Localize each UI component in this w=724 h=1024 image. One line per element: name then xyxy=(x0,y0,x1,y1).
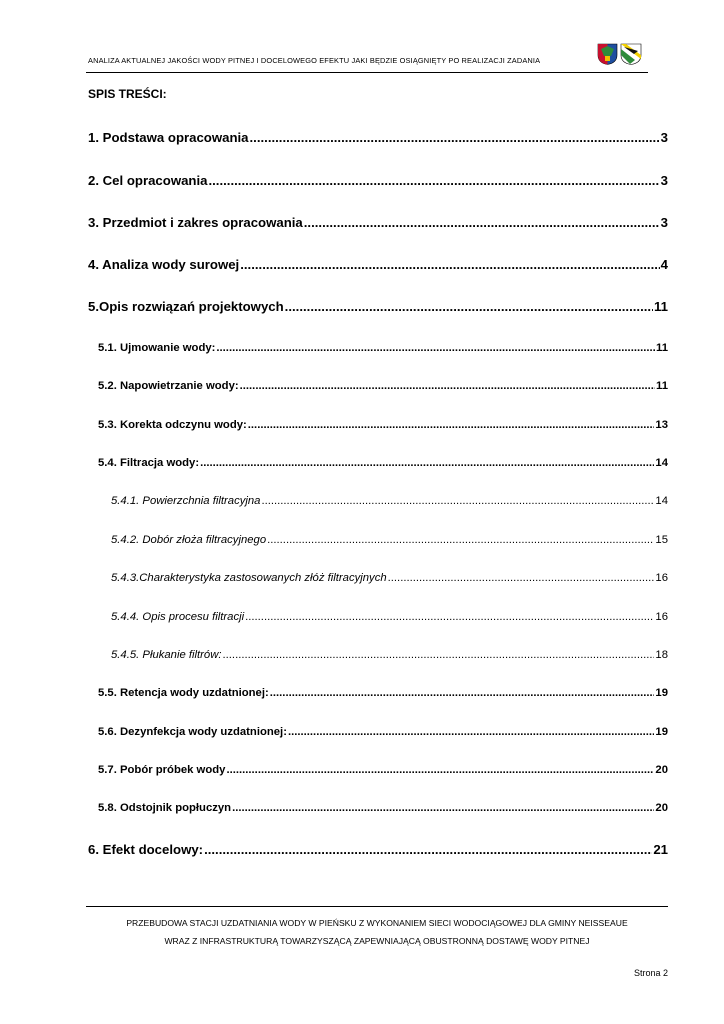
toc-entry-page: 16 xyxy=(655,611,668,623)
toc-entry-page: 20 xyxy=(655,802,668,814)
toc-entry-label: 5.8. Odstojnik popłuczyn xyxy=(98,802,232,814)
dot-leader xyxy=(232,802,654,814)
toc-entry[interactable] xyxy=(111,495,668,507)
dot-leader xyxy=(304,215,660,230)
toc-entry-label: 5.4.2. Dobór złoża filtracyjnego xyxy=(111,534,267,546)
toc-entry[interactable] xyxy=(88,842,668,857)
toc-entry-label: 5.4.4. Opis procesu filtracji xyxy=(111,611,245,623)
toc-entry-page: 19 xyxy=(655,687,668,699)
toc-entry-label: 5.Opis rozwiązań projektowych xyxy=(88,299,284,314)
toc-entry[interactable] xyxy=(98,764,668,776)
dot-leader xyxy=(245,611,654,623)
dot-leader xyxy=(388,572,655,584)
dot-leader xyxy=(270,687,655,699)
toc-entry-page: 14 xyxy=(655,457,668,469)
toc-entry-page: 3 xyxy=(660,130,668,145)
toc-entry-page: 21 xyxy=(653,842,668,857)
toc-entry-page: 15 xyxy=(655,534,668,546)
toc-entry-label: 4. Analiza wody surowej xyxy=(88,257,240,272)
toc-entry-label: 5.3. Korekta odczynu wody: xyxy=(98,419,247,431)
toc-entry-page: 19 xyxy=(655,726,668,738)
toc-entry-page: 11 xyxy=(654,299,668,314)
toc-entry-label: 5.4. Filtracja wody: xyxy=(98,457,200,469)
dot-leader xyxy=(223,649,655,661)
toc-entry-page: 18 xyxy=(655,649,668,661)
toc-entry-page: 20 xyxy=(655,764,668,776)
toc-entry-label: 5.4.5. Płukanie filtrów: xyxy=(111,649,222,661)
footer-project-line-2: WRAZ Z INFRASTRUKTURĄ TOWARZYSZĄCĄ ZAPEWNIAJĄCĄ OBUSTRONNĄ DOSTAWĘ WODY PITNEJ xyxy=(164,936,590,946)
toc-entry-label: 5.4.1. Powierzchnia filtracyjna xyxy=(111,495,261,507)
toc-entry[interactable] xyxy=(98,687,668,699)
dot-leader xyxy=(216,342,655,354)
toc-entry-label: 5.4.3.Charakterystyka zastosowanych złóż filtracyjnych xyxy=(111,572,387,584)
toc-entry-page: 4 xyxy=(660,257,668,272)
toc-entry-label: 5.7. Pobór próbek wody xyxy=(98,764,226,776)
toc-entry[interactable] xyxy=(98,726,668,738)
toc-entry[interactable] xyxy=(88,173,668,188)
toc-entry[interactable] xyxy=(98,457,668,469)
toc-entry[interactable] xyxy=(111,572,668,584)
footer-project-line-1: PRZEBUDOWA STACJI UZDATNIANIA WODY W PIEŃSKU Z WYKONANIEM SIECI WODOCIĄGOWEJ DLA GMINY NEISSEAUE xyxy=(126,918,628,928)
toc-entry-label: 6. Efekt docelowy: xyxy=(88,842,204,857)
toc-entry[interactable] xyxy=(98,342,668,354)
dot-leader xyxy=(285,299,653,314)
toc-entry-page: 11 xyxy=(656,342,668,354)
toc-entry[interactable] xyxy=(111,611,668,623)
toc-entry-label: 1. Podstawa opracowania xyxy=(88,130,249,145)
toc-title: SPIS TREŚCI: xyxy=(88,87,167,101)
dot-leader xyxy=(200,457,654,469)
dot-leader xyxy=(240,380,655,392)
toc-entry-label: 5.2. Napowietrzanie wody: xyxy=(98,380,239,392)
toc-entry-page: 13 xyxy=(655,419,668,431)
toc-entry[interactable] xyxy=(88,215,668,230)
toc-entry-label: 2. Cel opracowania xyxy=(88,173,208,188)
toc-entry-page: 3 xyxy=(660,215,668,230)
dot-leader xyxy=(288,726,654,738)
toc-entry-page: 14 xyxy=(655,495,668,507)
dot-leader xyxy=(250,130,660,145)
toc-entry[interactable] xyxy=(98,419,668,431)
dot-leader xyxy=(248,419,655,431)
toc-entry-label: 3. Przedmiot i zakres opracowania xyxy=(88,215,303,230)
dot-leader xyxy=(204,842,652,857)
toc-entry[interactable] xyxy=(88,257,668,272)
dot-leader xyxy=(261,495,654,507)
toc-entry-page: 11 xyxy=(656,380,668,392)
toc-entry-label: 5.6. Dezynfekcja wody uzdatnionej: xyxy=(98,726,287,738)
dot-leader xyxy=(208,173,659,188)
toc-entry[interactable] xyxy=(88,130,668,145)
footer-divider xyxy=(86,906,668,907)
dot-leader xyxy=(240,257,659,272)
page-number: Strona 2 xyxy=(633,968,668,978)
dot-leader xyxy=(226,764,654,776)
toc-entry-label: 5.1. Ujmowanie wody: xyxy=(98,342,216,354)
toc-entry[interactable] xyxy=(98,380,668,392)
dot-leader xyxy=(267,534,654,546)
toc-entry-label: 5.5. Retencja wody uzdatnionej: xyxy=(98,687,269,699)
toc-entry[interactable] xyxy=(111,649,668,661)
running-header: ANALIZA AKTUALNEJ JAKOŚCI WODY PITNEJ I DOCELOWEGO EFEKTU JAKI BĘDZIE OSIĄGNIĘTY PO REALIZACJI ZADANIA xyxy=(88,56,541,65)
toc-entry[interactable] xyxy=(111,534,668,546)
toc-entry[interactable] xyxy=(98,802,668,814)
toc-entry-page: 3 xyxy=(660,173,668,188)
toc-entry[interactable] xyxy=(88,299,668,314)
toc-entry-page: 16 xyxy=(655,572,668,584)
